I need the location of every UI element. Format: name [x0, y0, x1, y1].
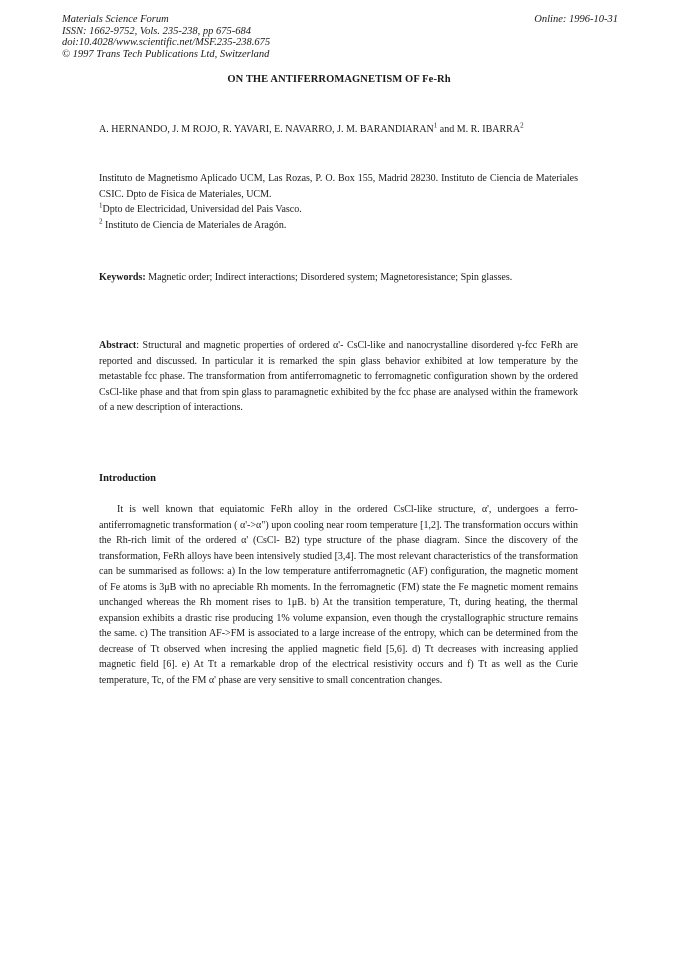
author-names-tail: and M. R. IBARRA [437, 124, 521, 135]
affiliation-2: $^2$ Instituto de Ciencia de Materiales de Aragón. [99, 217, 287, 231]
author-list [99, 122, 578, 138]
introduction-heading: Introduction [99, 473, 156, 484]
author-affil-sup-1: 1 [433, 121, 438, 130]
issn-line: ISSN: 1662-9752, Vols. 235-238, pp 675-684 [62, 25, 251, 37]
author-names: A. HERNANDO, J. M ROJO, R. YAVARI, E. NAVARRO, J. M. BARANDIARAN [99, 124, 434, 135]
copyright-line: © 1997 Trans Tech Publications Ltd, Switzerland [62, 48, 270, 60]
publication-header [62, 14, 392, 60]
doi-line: doi:10.4028/www.scientific.net/MSF.235-238.675 [62, 37, 271, 48]
affiliation-main: Instituto de Magnetismo Aplicado UCM, Las Rozas, P. O. Box 155, Madrid 28230. Instituto de Ciencia de Materiales CSIC. Dpto de Fisica de Materiales, UCM. [99, 173, 578, 200]
abstract-section [99, 338, 578, 416]
affiliations [99, 171, 578, 233]
introduction-paragraph: It is well known that equiatomic FeRh alloy in the ordered CsCl-like structure, α', undergoes a ferro-antiferromagnetic transformation ( α'->α") upon cooling near room temperature [1,2]. The transformation occurs within the Rh-rich limit of the ordered α' (CsCl- B2) type structure of the phase diagram. Since the discovery of the transformation, FeRh alloys have been intensively studied [3,4]. The most relevant characteristics of the transformation can be summarised as follows: a) In the low temperature antiferromagnetic (AF) configuration, the magnetic moment of Fe atoms is 3μB with no apreciable Rh moments. In the ferromagnetic (FM) state the Fe magnetic moment remains unchanged whereas the Rh moment rises to 1μB. b) At the transition temperature, Tt, during heating, the thermal expansion exhibits a drastic rise producing 1% volume expansion, even though the crystallographic structure remains the same. c) The transition AF->FM is associated to a large increase of the entropy, which can be determined from the decrease of Tt observed when incresing the applied magnetic field [5,6]. d) Tt decreases with increasing applied magnetic field [6]. e) At Tt a remarkable drop of the electrical resistivity occurs and f) Tt as well as the Curie temperature, Tc, of the FM α' phase are very sensitive to small concentration changes. [99, 504, 578, 686]
keywords-text: Magnetic order; Indirect interactions; Disordered system; Magnetoresistance; Spin glasses. [145, 272, 513, 283]
affiliation-1-sup: 1 [99, 201, 103, 210]
journal-name: Materials Science Forum [62, 14, 169, 25]
online-date: Online: 1996-10-31 [534, 14, 618, 25]
author-affil-sup-2: 2 [520, 121, 524, 130]
paper-title: ON THE ANTIFERROMAGNETISM OF Fe-Rh [227, 74, 451, 85]
keywords-section [99, 270, 578, 286]
abstract-label: Abstract [99, 340, 137, 351]
abstract-text: : Structural and magnetic properties of ordered α'- CsCl-like and nanocrystalline disordered γ-fcc FeRh are reported and discussed. In particular it is remarked the spin glass behavior exhibited at low temperature by the metastable fcc phase. The transformation from antiferromagnetic to ferromagnetic configuration shown by the ordered CsCl-like phase and that from spin glass to paramagnetic exhibited by the fcc phase are analysed within the framework of a new description of interactions. [99, 340, 578, 413]
affiliation-1: $^1$Dpto de Electricidad, Universidad del Pais Vasco. [99, 201, 302, 215]
affiliation-2-sup: 2 [99, 217, 103, 226]
keywords-label: Keywords: [99, 272, 146, 283]
